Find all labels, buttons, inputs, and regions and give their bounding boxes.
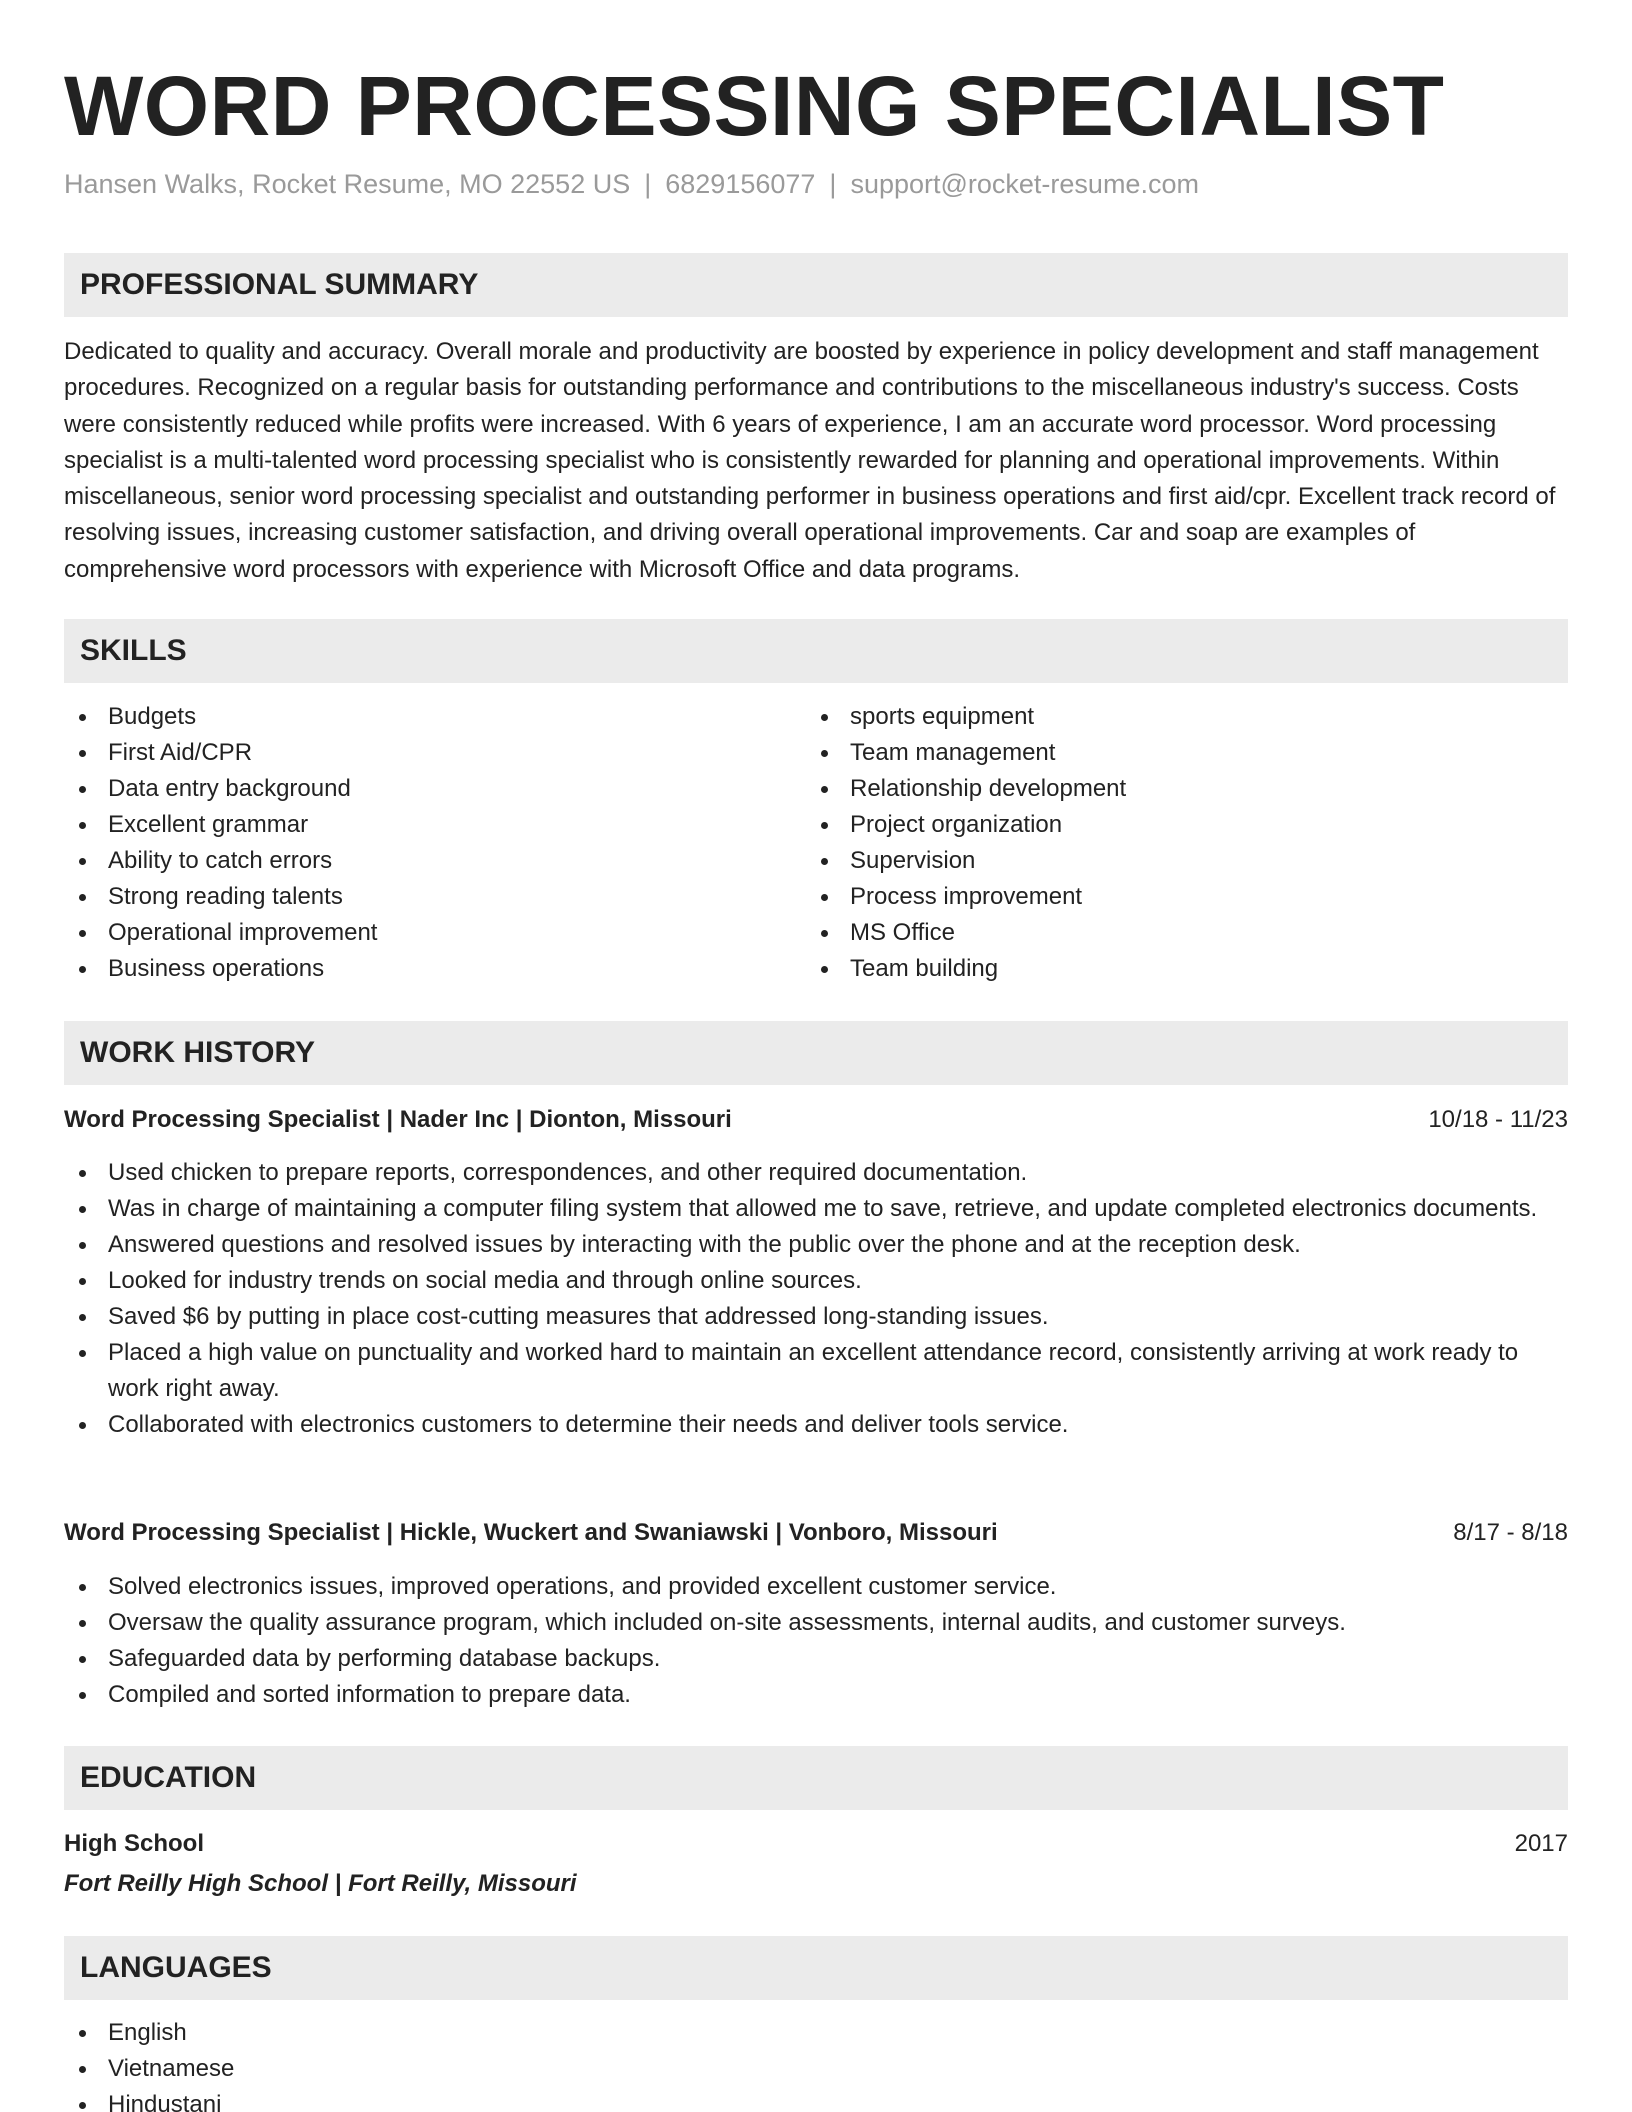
skill-item: Team building [806, 951, 1506, 987]
section-heading-summary: PROFESSIONAL SUMMARY [64, 253, 1568, 317]
contact-line [64, 166, 1199, 202]
education-year: 2017 [1514, 1830, 1568, 1857]
skill-item: Strong reading talents [64, 879, 764, 915]
language-item: Hindustani [64, 2087, 764, 2112]
languages-list [64, 2015, 764, 2112]
job-duty-item: Collaborated with electronics customers to determine their needs and deliver tools service. [64, 1407, 1568, 1443]
skill-item: Process improvement [806, 879, 1506, 915]
job-duty-item: Oversaw the quality assurance program, which included on-site assessments, internal audits, and customer surveys. [64, 1605, 1568, 1641]
section-heading-work-history: WORK HISTORY [64, 1021, 1568, 1085]
skills-list-right [806, 699, 1506, 987]
job-duty-item: Answered questions and resolved issues by interacting with the public over the phone and at the reception desk. [64, 1227, 1568, 1263]
section-heading-languages: LANGUAGES [64, 1936, 1568, 2000]
language-item: Vietnamese [64, 2051, 764, 2087]
contact-address: Hansen Walks, Rocket Resume, MO 22552 US [64, 169, 631, 199]
job-duty-item: Solved electronics issues, improved operations, and provided excellent customer service. [64, 1569, 1568, 1605]
section-heading-skills: SKILLS [64, 619, 1568, 683]
job-duty-item: Safeguarded data by performing database backups. [64, 1641, 1568, 1677]
job-duty-item: Was in charge of maintaining a computer filing system that allowed me to save, retrieve, and update completed electronics documents. [64, 1191, 1568, 1227]
job-duty-item: Compiled and sorted information to prepare data. [64, 1677, 1568, 1713]
skill-item: Team management [806, 735, 1506, 771]
section-heading-education: EDUCATION [64, 1746, 1568, 1810]
contact-email: support@rocket-resume.com [850, 169, 1199, 199]
language-item: English [64, 2015, 764, 2051]
contact-separator: | [644, 169, 652, 199]
job-duties-list [64, 1155, 1568, 1443]
job-duties-list [64, 1569, 1568, 1713]
job-duty-item: Placed a high value on punctuality and worked hard to maintain an excellent attendance record, consistently arriving at work ready to work right away. [64, 1335, 1568, 1407]
skill-item: Operational improvement [64, 915, 764, 951]
education-school: Fort Reilly High School | Fort Reilly, Missouri [64, 1870, 577, 1897]
summary-text: Dedicated to quality and accuracy. Overall morale and productivity are boosted by experience in policy development and staff management procedures. Recognized on a regular basis for outstanding performance and contributions to the miscellaneous industry's success. Costs were consistently reduced while profits were increased. With 6 years of experience, I am an accurate word processor. Word processing specialist is a multi-talented word processing specialist who is consistently rewarded for planning and operational improvements. Within miscellaneous, senior word processing specialist and outstanding performer in business operations and first aid/cpr. Excellent track record of resolving issues, increasing customer satisfaction, and driving overall operational improvements. Car and soap are examples of comprehensive word processors with experience with Microsoft Office and data programs. [64, 338, 1556, 583]
contact-separator: | [829, 169, 837, 199]
skill-item: Business operations [64, 951, 764, 987]
contact-phone: 6829156077 [665, 169, 816, 199]
resume-name-heading: WORD PROCESSING SPECIALIST [64, 59, 1445, 153]
skill-item: Relationship development [806, 771, 1506, 807]
job-duty-item: Used chicken to prepare reports, correspondences, and other required documentation. [64, 1155, 1568, 1191]
skill-item: Project organization [806, 807, 1506, 843]
skill-item: Data entry background [64, 771, 764, 807]
skill-item: Ability to catch errors [64, 843, 764, 879]
job-duty-item: Saved $6 by putting in place cost-cutting measures that addressed long-standing issues. [64, 1299, 1568, 1335]
job-duty-item: Looked for industry trends on social media and through online sources. [64, 1263, 1568, 1299]
skill-item: MS Office [806, 915, 1506, 951]
skill-item: sports equipment [806, 699, 1506, 735]
skills-list-left [64, 699, 764, 987]
job-title: Word Processing Specialist | Nader Inc | Dionton, Missouri [64, 1106, 732, 1133]
job-dates: 10/18 - 11/23 [1428, 1106, 1568, 1133]
skill-item: Budgets [64, 699, 764, 735]
job-dates: 8/17 - 8/18 [1453, 1519, 1568, 1546]
education-degree: High School [64, 1830, 204, 1857]
skill-item: Excellent grammar [64, 807, 764, 843]
skill-item: First Aid/CPR [64, 735, 764, 771]
skill-item: Supervision [806, 843, 1506, 879]
job-title: Word Processing Specialist | Hickle, Wuckert and Swaniawski | Vonboro, Missouri [64, 1519, 998, 1546]
